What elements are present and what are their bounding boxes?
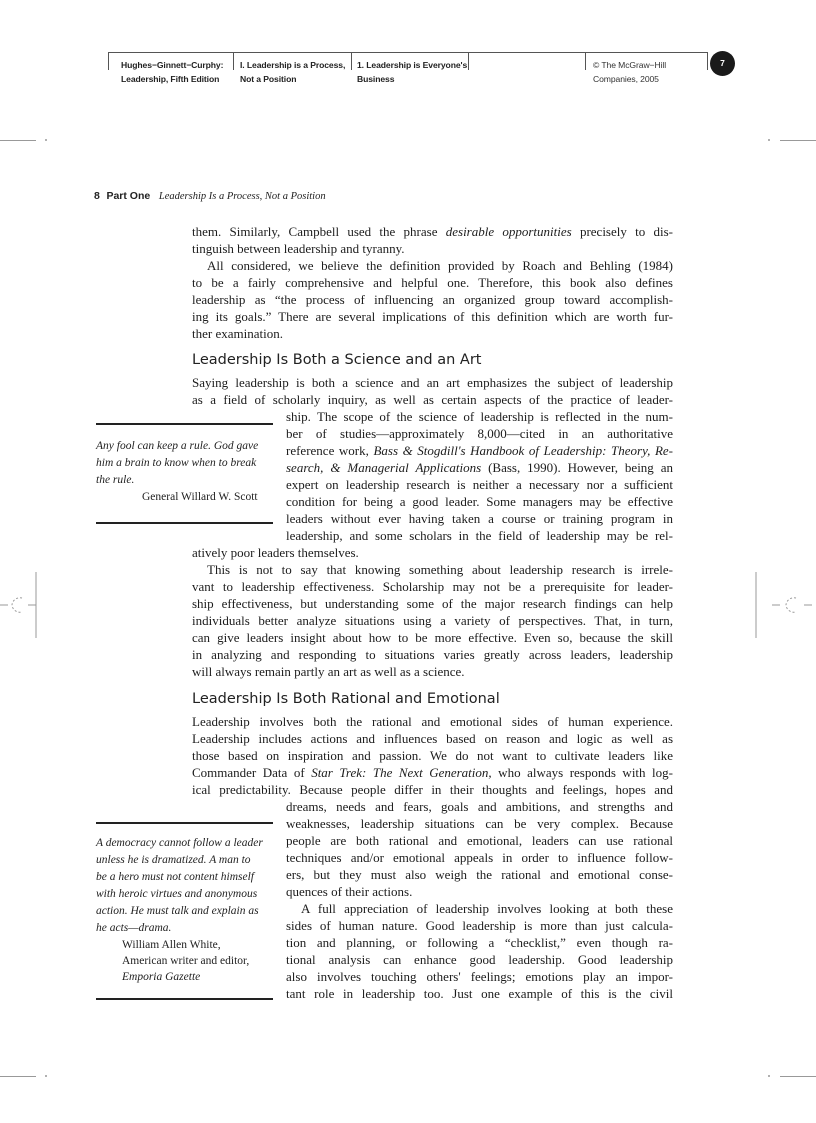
text-line: will always remain partly an art as well as a science. (192, 664, 465, 679)
sidebar-quote-line: be a hero must not content himself (96, 871, 254, 883)
sidebar-quote-line: A democracy cannot follow a leader (96, 837, 263, 849)
sidebar-quote-line: him a brain to know when to break (96, 457, 257, 469)
sidebar-quote-line: with heroic virtues and anonymous (96, 888, 258, 900)
section-heading: Leadership Is Both Rational and Emotional (192, 691, 500, 707)
crop-mark (780, 1076, 816, 1077)
crop-mark (780, 140, 816, 141)
header-copyright-cell (593, 58, 666, 86)
text-line: those based on inspiration and passion. We do not want to cultivate leaders like (192, 748, 673, 763)
text-line: tional analysis can enhance good leadership. Good leadership (286, 952, 673, 967)
registration-mark-right (752, 570, 816, 640)
text-line: can give leaders insight about how to be more effective. Even so, because the skill (192, 630, 673, 645)
text-line: techniques and/or emotional appeals in order to influence follow- (286, 850, 673, 865)
text-line: dreams, needs and fears, goals and ambitions, and strengths and (286, 799, 673, 814)
header-book: Leadership, Fifth Edition (121, 74, 220, 84)
text-line: tinguish between leadership and tyranny. (192, 241, 405, 256)
sidebar-rule (96, 423, 273, 425)
text-line: reference work, Bass & Stogdill's Handbook of Leadership: Theory, Re- (286, 443, 673, 458)
running-head (94, 190, 326, 202)
text-line: ber of studies—approximately 8,000—cited in an authoritative (286, 426, 673, 441)
header-authors: Hughes−Ginnett−Curphy: (121, 60, 224, 70)
header-chapter-cell (357, 58, 467, 86)
crop-dot (768, 139, 770, 141)
header-copyright: © The McGraw−Hill (593, 60, 667, 70)
header-chapter: Business (357, 74, 395, 84)
sidebar-attribution: General Willard W. Scott (142, 491, 258, 503)
text-line: leadership, and some scholars in the field of leadership may be rel- (286, 528, 673, 543)
sidebar-attribution: William Allen White, (122, 939, 221, 951)
header-rule (109, 52, 708, 53)
text-line: vant to leadership effectiveness. Scholarship may not be a prerequisite for leader- (192, 579, 673, 594)
text-line: ther examination. (192, 326, 283, 341)
part-title: Leadership Is a Process, Not a Position (158, 191, 326, 202)
crop-dot (45, 1075, 47, 1077)
header-divider (108, 52, 109, 70)
sidebar-quote-line: the rule. (96, 474, 135, 486)
book-header (0, 52, 816, 92)
text-line: ing its goals.” There are several implications of this definition which are worth fur- (192, 309, 673, 324)
text-line: in analyzing and responding to situations varies greatly across leaders, leadership (192, 647, 673, 662)
text-line: ship. The scope of the science of leadership is reflected in the num- (286, 409, 673, 424)
text-line: This is not to say that knowing something about leadership research is irrele- (207, 562, 673, 577)
sidebar-quote-line: he acts—drama. (96, 922, 172, 934)
text-line: Commander Data of Star Trek: The Next Generation, who always responds with log- (192, 765, 674, 780)
text-line: people are both rational and emotional, leaders can use rational (286, 833, 673, 848)
header-chapter: 1. Leadership is Everyone's (357, 60, 468, 70)
header-divider (585, 52, 586, 70)
page-number-badge: 7 (710, 51, 735, 76)
text-line: ship effectiveness, but understanding some of the major research findings can help (192, 596, 673, 611)
header-part: I. Leadership is a Process, (240, 60, 346, 70)
text-line: weaknesses, leadership situations can be very complex. Because (286, 816, 673, 831)
text-line: individuals better analyze situations using a variety of perspectives. That, in turn, (192, 613, 673, 628)
header-copyright: Companies, 2005 (593, 74, 659, 84)
crop-dot (45, 139, 47, 141)
text-line: quences of their actions. (286, 884, 413, 899)
text-line: leaders without ever having taken a course or training program in (286, 511, 673, 526)
text-line: Leadership includes actions and influences based on reason and logic as well as (192, 731, 673, 746)
sidebar-rule (96, 522, 273, 524)
text-line: to be a fairly comprehensive and helpful one. Therefore, this book also defines (192, 275, 673, 290)
text-line: tion and planning, or following a “checklist,” even though ra- (286, 935, 673, 950)
text-line: All considered, we believe the definition provided by Roach and Behling (1984) (207, 258, 673, 273)
text-line: sides of human nature. Good leadership is more than just calcula- (286, 918, 673, 933)
header-part-cell (240, 58, 345, 86)
text-line: atively poor leaders themselves. (192, 545, 359, 560)
crop-mark (0, 140, 36, 141)
header-part: Not a Position (240, 74, 297, 84)
text-line: search, & Managerial Applications (Bass, 1990). However, being an (286, 460, 673, 475)
sidebar-attribution: Emporia Gazette (122, 971, 201, 983)
page-number: 8 (94, 190, 100, 202)
text-line: expert on leadership research is neither a necessary nor a sufficient (286, 477, 673, 492)
sidebar-quote-line: unless he is dramatized. A man to (96, 854, 251, 866)
crop-dot (768, 1075, 770, 1077)
registration-mark-left (0, 570, 44, 640)
text-line: leadership as “the process of influencing an organized group toward accomplish- (192, 292, 673, 307)
header-divider (351, 52, 352, 70)
part-label: Part One (106, 190, 151, 202)
sidebar-rule (96, 998, 273, 1000)
crop-mark (0, 1076, 36, 1077)
header-divider (707, 52, 708, 70)
sidebar-rule (96, 822, 273, 824)
sidebar-quote-line: Any fool can keep a rule. God gave (96, 440, 259, 452)
text-line: tant role in leadership too. Just one example of this is the civil (286, 986, 673, 1001)
section-heading: Leadership Is Both a Science and an Art (192, 352, 482, 368)
text-line: Saying leadership is both a science and an art emphasizes the subject of leadership (192, 375, 673, 390)
text-line: A full appreciation of leadership involves looking at both these (301, 901, 673, 916)
text-line: ical predictability. Because people differ in their thoughts and feelings, hopes and (192, 782, 673, 797)
text-line: Leadership involves both the rational and emotional sides of human experience. (192, 714, 673, 729)
text-line: them. Similarly, Campbell used the phrase desirable opportunities precisely to dis- (192, 224, 673, 239)
header-authors-cell (121, 58, 223, 86)
sidebar-quote-line: action. He must talk and explain as (96, 905, 259, 917)
text-line: as a field of scholarly inquiry, as well as certain aspects of the practice of leader- (192, 392, 673, 407)
text-line: ers, but they must also weigh the rational and emotional conse- (286, 867, 673, 882)
header-divider (468, 52, 469, 70)
header-divider (233, 52, 234, 70)
sidebar-attribution: American writer and editor, (122, 955, 250, 967)
text-line: condition for being a good leader. Some managers may be effective (286, 494, 673, 509)
text-line: also involves touching others' feelings; emotions play an impor- (286, 969, 673, 984)
